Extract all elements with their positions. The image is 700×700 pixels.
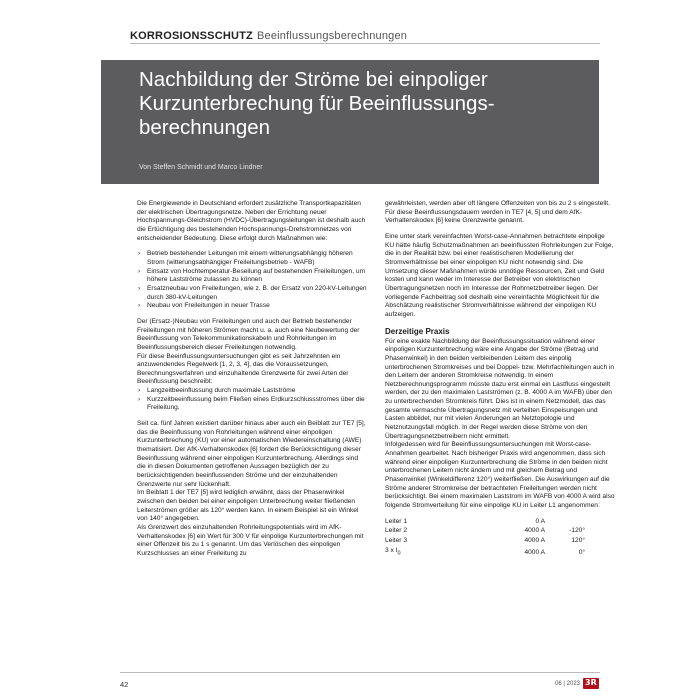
row-angle: -120° bbox=[569, 527, 585, 535]
table-row bbox=[385, 546, 585, 559]
paragraph: Eine unter stark vereinfachten Worst-case-Annahmen betrachtete einpolige KU hätte häufig Schutzmaßnahmen an beeinflussten Rohrleitungen zur Folge, die in der Realität bzw. bei einer realistischeren Modellierung der Stromverhältnisse bei einer einpoligen KU nicht notwendig sind. Die Umsetzung dieser Maßnahmen würde unnötige Ressourcen, Zeit und Geld kosten und kann weder im Interesse der Betreiber von elektrischen Übertragungsnetzen noch im Interesse der Rohrnetzbetreiber liegen. Der vorliegende Fachbeitrag soll deshalb eine vereinfachte Möglichkeit für die Abschätzung realistischer Stromverhältnisse während der einpoligen KU aufzeigen. bbox=[385, 232, 614, 318]
table-row bbox=[385, 526, 585, 536]
paragraph: Die Energiewende in Deutschland erfordert zusätzliche Transportkapazitäten der elektrischen Übertragungsnetze. Neben der Errichtung neuer Hochspannungs-Gleichstrom (HVDC)-Übertragungsleitungen ist deshalb auch die Ertüchtigung des bestehenden Hochspannungs-Drehstromnetzes von entscheidender Bedeutung. Diese erfolgt durch Maßnahmen wie: bbox=[137, 200, 366, 242]
row-angle: 0° bbox=[578, 548, 585, 556]
influence-types-list bbox=[137, 387, 367, 413]
journal-logo-icon bbox=[583, 678, 599, 689]
list-item: › Ersatzneubau von Freileitungen, wie z. B. der Ersatz von 220-kV-Leitungen durch 380-kV-Leitungen bbox=[137, 285, 367, 302]
journal-logo-text: 3R bbox=[585, 678, 597, 687]
measures-list bbox=[137, 250, 367, 311]
row-label: Leiter 3 bbox=[385, 537, 407, 545]
running-head bbox=[130, 30, 407, 42]
section-heading: Derzeitige Praxis bbox=[385, 326, 450, 336]
paragraph: gewährleisten, werden aber oft längere Offenzeiten von bis zu 2 s eingestellt. Für diese Beeinflussungsdauern werden in TE7 [4, 5] und dem AfK-Verhaltenskodex [6] keine Grenzwerte genannt. bbox=[385, 200, 610, 225]
section-keyword: KORROSIONSSCHUTZ bbox=[130, 30, 253, 42]
list-item: › Neubau von Freileitungen in neuer Trasse bbox=[137, 302, 367, 311]
list-item: › Kurzzeitbeeinflussung beim Fließen eines Erdkurzschlussstromes über die Freileitung. bbox=[137, 396, 367, 413]
row-label bbox=[385, 546, 485, 559]
row-label-subscript: 0 bbox=[397, 550, 401, 557]
section-subtitle: Beeinflussungsberechnungen bbox=[256, 30, 408, 42]
issue-label: 06 | 2023 bbox=[555, 681, 580, 687]
paragraph: Für eine exakte Nachbildung der Beeinflussungssituation während einer einpoligen Kurzunterbrechung wäre eine Angabe der Ströme (Betrag und Phasenwinkel) in den beiden verbleibenden Leitern des einpolig unterbrochenen Stromkreises und bei Doppel- bzw. Mehrfachleitungen auch in den Leitern der anderen Stromkreise notwendig. In einem Netzberechnungsprogramm müsste dazu erst einmal ein Lastfluss eingestellt werden, der zu den maximalen Lastströmen (z. B. 4000 A im WAFB) über den zu unterbrechenden Stromkreis führt. Dies ist in einem Netzmodell, das das gesamte vermaschte Übertragungsnetz mit verteilten Einspeisungen und Lasten abbildet, nur mit vielen Änderungen an Netztopologie und Netznutzungsfall möglich. In der Regel werden diese Ströme von den Übertragungsnetzbetreibern nicht ermittelt. bbox=[385, 337, 615, 440]
table-row bbox=[385, 536, 585, 546]
current-distribution-table bbox=[385, 517, 585, 560]
row-current: 4000 A bbox=[524, 527, 545, 535]
table-row bbox=[385, 517, 585, 527]
article-title bbox=[139, 68, 589, 140]
row-label: Leiter 1 bbox=[385, 517, 407, 525]
list-item: › Betrieb bestehender Leitungen mit einem witterungsabhängig höheren Strom (witterungsabhängiger Freileitungsbetrieb - WAFB) bbox=[137, 250, 367, 267]
header-divider bbox=[130, 43, 600, 44]
paragraph: Im Beiblatt 1 der TE7 [5] wird lediglich erwähnt, dass der Phasenwinkel zwischen den beiden bei einer einpoligen Unterbrechung weiter fließenden Leiterströmen größer als 120° werden kann. In einem Beispiel ist ein Winkel von 140° angegeben. bbox=[137, 489, 359, 523]
paragraph: Für diese Beeinflussungsuntersuchungen gibt es seit Jahrzehnten ein anzuwendendes Regelwerk [1, 2, 3, 4], das die Voraussetzungen, Berechnungsverfahren und einzuhaltende Grenzwerte für zwei Arten der Beeinflussung beschreibt: bbox=[137, 352, 349, 386]
row-current: 4000 A bbox=[524, 537, 545, 545]
paragraph: Seit ca. fünf Jahren existiert darüber hinaus aber auch ein Beiblatt zur TE7 [5], das die Beeinflussung von Rohrleitungen während einer einpoligen Kurzunterbrechung (KU) vor einer automatischen Wiedereinschaltung (AWE) thematisiert. Der AfK-Verhaltenskodex [6] fordert die Berücksichtigung dieser Beeinflussung während einer einpoligen Kurzunterbrechung. Allerdings sind die in diesen Dokumenten getroffenen Aussagen bezüglich der zu berücksichtigenden beeinflussenden Ströme und der einzuhaltenden Grenzwerte nur sehr lückenhaft. bbox=[137, 420, 366, 488]
title-line-3: berechnungen bbox=[139, 116, 271, 139]
row-angle bbox=[545, 517, 585, 527]
list-item: › Einsatz von Hochtemperatur-Beseilung auf bestehenden Freileitungen, um höhere Lastströme zulassen zu können bbox=[137, 268, 367, 285]
title-line-1: Nachbildung der Ströme bei einpoliger bbox=[139, 68, 488, 91]
paragraph: Der (Ersatz-)Neubau von Freileitungen und auch der Betrieb bestehender Freileitungen mit höheren Strömen macht u. a. auch eine Neubewertung der Beeinflussung von Telekommunikationskabeln und Rohrleitungen im Beeinflussungsbereich dieser Freileitungen notwendig. bbox=[137, 317, 360, 351]
left-column bbox=[137, 200, 367, 559]
row-angle: 120° bbox=[571, 537, 585, 545]
row-label-text: 3 x I bbox=[385, 547, 398, 555]
list-item: › Langzeitbeeinflussung durch maximale Lastströme bbox=[137, 387, 367, 396]
row-current: 4000 A bbox=[524, 548, 545, 556]
right-column bbox=[385, 200, 615, 559]
page-number: 42 bbox=[120, 680, 129, 689]
title-line-2: Kurzunterbrechung für Beeinflussungs- bbox=[139, 92, 495, 115]
paragraph: Infolgedessen wird für Beeinflussungsuntersuchungen mit Worst-case-Annahmen gearbeitet. Nach bisheriger Praxis wird angenommen, dass sich während einer einpoligen Kurzunterbrechung die Ströme in den beiden nicht unterbrochenen Leitern nicht ändern und mit gleichem Betrag und Phasenwinkel (Winkeldifferenz 120°) weiterfließen. Die Auswirkungen auf die Ströme anderer Stromkreise der betrachteten Freileitungen werden nicht berücksichtigt. Bei einem maximalen Laststrom im WAFB von 4000 A wird also folgende Stromverteilung für eine einpolige KU in Leiter L1 angenommen: bbox=[385, 441, 615, 509]
title-banner bbox=[101, 60, 599, 184]
paragraph: Als Grenzwert des einzuhaltenden Rohrleitungspotentials wird im AfK-Verhaltenskodex [6] ein Wert für 300 V für einpolige Kurzunterbrechungen mit einer Offenzeit bis zu 1 s genannt. Um das Verlöschen des einpoligen Kurzschlusses an einer Freileitung zu bbox=[137, 523, 364, 557]
footer-divider bbox=[120, 672, 600, 673]
article-authors: Von Steffen Schmidt und Marco Lindner bbox=[139, 164, 263, 171]
row-current: 0 A bbox=[535, 517, 545, 525]
row-label: Leiter 2 bbox=[385, 527, 407, 535]
